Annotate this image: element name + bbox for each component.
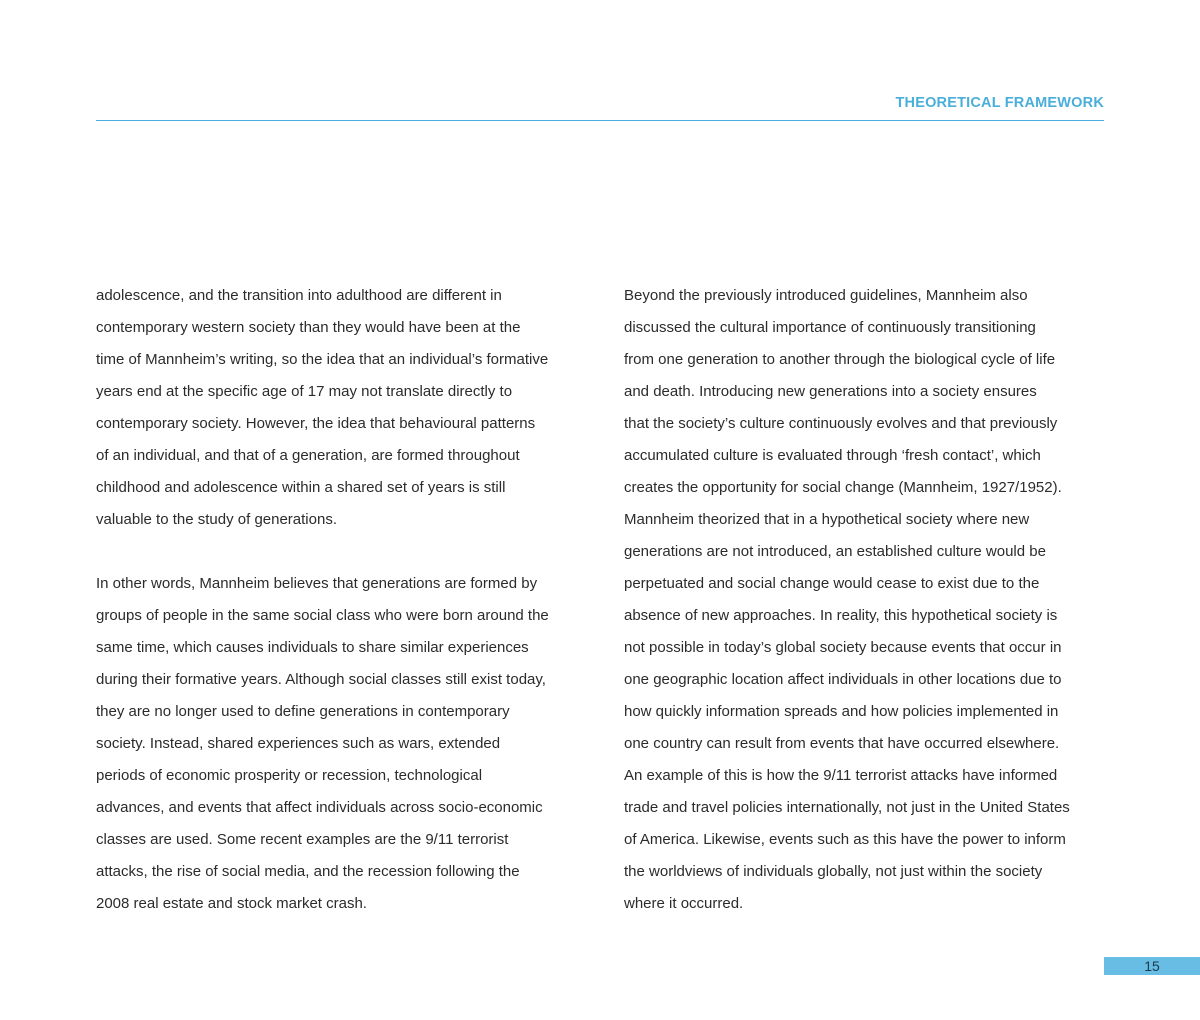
text-line: where it occurred.: [624, 895, 744, 912]
text-line: advances, and events that affect individuals across socio-economic: [96, 799, 543, 816]
text-line: childhood and adolescence within a shared set of years is still: [96, 479, 506, 496]
paragraph-gap: [96, 536, 580, 568]
text-line: accumulated culture is evaluated through ‘fresh contact’, which: [624, 447, 1041, 464]
text-line: time of Mannheim’s writing, so the idea that an individual’s formative: [96, 351, 549, 368]
text-line: attacks, the rise of social media, and the recession following the: [96, 863, 520, 880]
text-line: years end at the specific age of 17 may not translate directly to: [96, 383, 513, 400]
text-line: and death. Introducing new generations into a society ensures: [624, 383, 1037, 400]
left-column: [96, 280, 580, 920]
text-line: of an individual, and that of a generation, are formed throughout: [96, 447, 520, 464]
text-line: discussed the cultural importance of continuously transitioning: [624, 319, 1036, 336]
text-line: one geographic location affect individuals in other locations due to: [624, 671, 1062, 688]
text-line: In other words, Mannheim believes that generations are formed by: [96, 575, 538, 592]
text-line: same time, which causes individuals to share similar experiences: [96, 639, 529, 656]
text-line: adolescence, and the transition into adulthood are different in: [96, 287, 502, 304]
text-line: Beyond the previously introduced guidelines, Mannheim also: [624, 287, 1028, 304]
text-line: periods of economic prosperity or recession, technological: [96, 767, 483, 784]
text-line: valuable to the study of generations.: [96, 511, 337, 528]
text-line: Mannheim theorized that in a hypothetical society where new: [624, 511, 1030, 528]
text-line: generations are not introduced, an established culture would be: [624, 543, 1046, 560]
text-line: absence of new approaches. In reality, this hypothetical society is: [624, 607, 1058, 624]
text-line: trade and travel policies internationally, not just in the United States: [624, 799, 1070, 816]
left-paragraph-1: [96, 280, 580, 536]
text-line: An example of this is how the 9/11 terrorist attacks have informed: [624, 767, 1058, 784]
text-line: how quickly information spreads and how policies implemented in: [624, 703, 1059, 720]
text-line: that the society’s culture continuously evolves and that previously: [624, 415, 1058, 432]
text-line: contemporary society. However, the idea that behavioural patterns: [96, 415, 536, 432]
page-number: 15: [1104, 957, 1200, 975]
text-line: society. Instead, shared experiences such as wars, extended: [96, 735, 501, 752]
text-line: not possible in today’s global society because events that occur in: [624, 639, 1062, 656]
right-paragraph-1: [624, 280, 1104, 920]
text-line: creates the opportunity for social change (Mannheim, 1927/1952).: [624, 479, 1062, 496]
left-paragraph-2: [96, 568, 580, 920]
text-line: classes are used. Some recent examples are the 9/11 terrorist: [96, 831, 509, 848]
text-line: from one generation to another through the biological cycle of life: [624, 351, 1056, 368]
text-line: one country can result from events that have occurred elsewhere.: [624, 735, 1060, 752]
text-line: of America. Likewise, events such as this have the power to inform: [624, 831, 1066, 848]
text-line: groups of people in the same social class who were born around the: [96, 607, 549, 624]
text-line: contemporary western society than they would have been at the: [96, 319, 521, 336]
right-column: [624, 280, 1104, 920]
text-line: 2008 real estate and stock market crash.: [96, 895, 367, 912]
running-header: THEORETICAL FRAMEWORK: [895, 95, 1104, 111]
text-line: they are no longer used to define generations in contemporary: [96, 703, 510, 720]
header-rule: [96, 120, 1104, 121]
text-line: perpetuated and social change would cease to exist due to the: [624, 575, 1040, 592]
text-line: the worldviews of individuals globally, not just within the society: [624, 863, 1043, 880]
text-line: during their formative years. Although social classes still exist today,: [96, 671, 546, 688]
